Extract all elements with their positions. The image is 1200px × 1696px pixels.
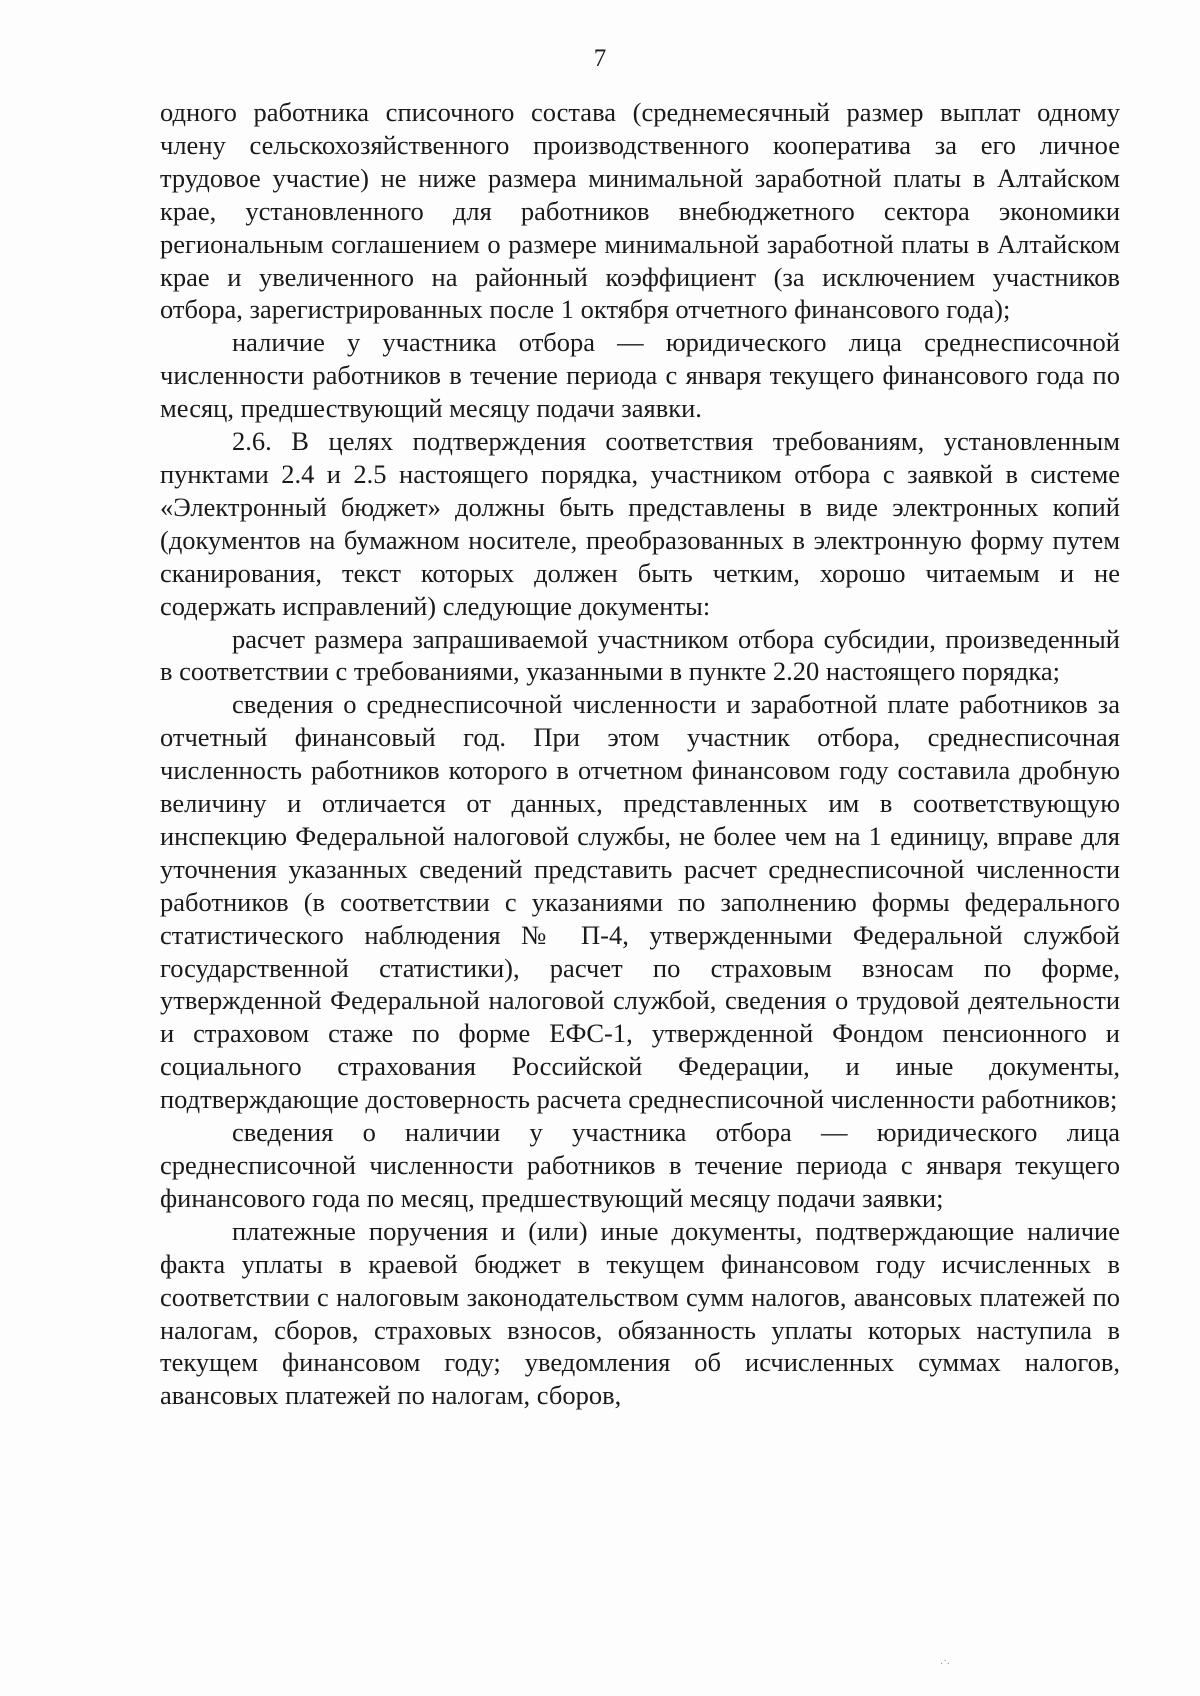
paragraph-headcount-presence-info: сведения о наличии у участника отбора — юридического лица среднесписочной численности работников в течение периода с января текущего финансового года по месяц, предшествующий месяцу подачи заявки; (160, 1117, 1120, 1213)
paragraph-headcount-wages-info: сведения о среднесписочной численности и заработной плате работников за отчетный финансовый год. При этом участник отбора, среднесписочная численность работников которого в отчетном финансовом году составила дробную величину и отличается от данных, представленных им в соответствующую инспекцию Федеральной налоговой службы, не более чем на 1 единицу, вправе для уточнения указанных сведений представить расчет среднесписочной численности работников (в соответствии с указаниями по заполнению формы федерального статистического наблюдения № П-4, утвержденными Федеральной службой государственной статистики), расчет по страховым взносам по форме, утвержденной Федеральной налоговой службой, сведения о трудовой деятельности и страховом стаже по форме ЕФС-1, утвержденной Фондом пенсионного и социального страхования Российской Федерации, и иные документы, подтверждающие достоверность расчета среднесписочной численности работников; (160, 689, 1120, 1115)
paragraph-payment-orders: платежные поручения и (или) иные документы, подтверждающие наличие факта уплаты в краевой бюджет в текущем финансовом году исчисленных в соответствии с налоговым законодательством сумм налогов, авансовых платежей по налогам, сборов, страховых взносов, обязанность уплаты которых наступила в текущем финансовом году; уведомления об исчисленных суммах налогов, авансовых платежей по налогам, сборов, (160, 1215, 1120, 1411)
paragraph-subsidy-calculation: расчет размера запрашиваемой участником отбора субсидии, произведенный в соответствии с требованиями, указанными в пункте 2.20 настоящего порядка; (160, 623, 1120, 687)
paragraph-clause-2-6: 2.6. В целях подтверждения соответствия требованиям, установленным пунктами 2.4 и 2.5 настоящего порядка, участником отбора с заявкой в системе «Электронный бюджет» должны быть представлены в виде электронных копий (документов на бумажном носителе, преобразованных в электронную форму путем сканирования, текст которых должен быть четким, хорошо читаемым и не содержать исправлений) следующие документы: (160, 426, 1120, 621)
paragraph-continuation: одного работника списочного состава (среднемесячный размер выплат одному члену сельскохозяйственного производственного кооператива за его личное трудовое участие) не ниже размера минимальной заработной платы в Алтайском крае, установленного для работников внебюджетного сектора экономики региональным соглашением о размере минимальной заработной платы в Алтайском крае и увеличенного на районный коэффициент (за исключением участников отбора, зарегистрированных после 1 октября отчетного финансового года); (160, 97, 1120, 325)
scan-artifact: ·˙· (940, 1659, 950, 1670)
paragraph-headcount-requirement: наличие у участника отбора — юридического лица среднесписочной численности работников в течение периода с января текущего финансового года по месяц, предшествующий месяцу подачи заявки. (160, 327, 1120, 424)
document-body (160, 96, 1120, 1412)
page-number: 7 (593, 45, 607, 72)
